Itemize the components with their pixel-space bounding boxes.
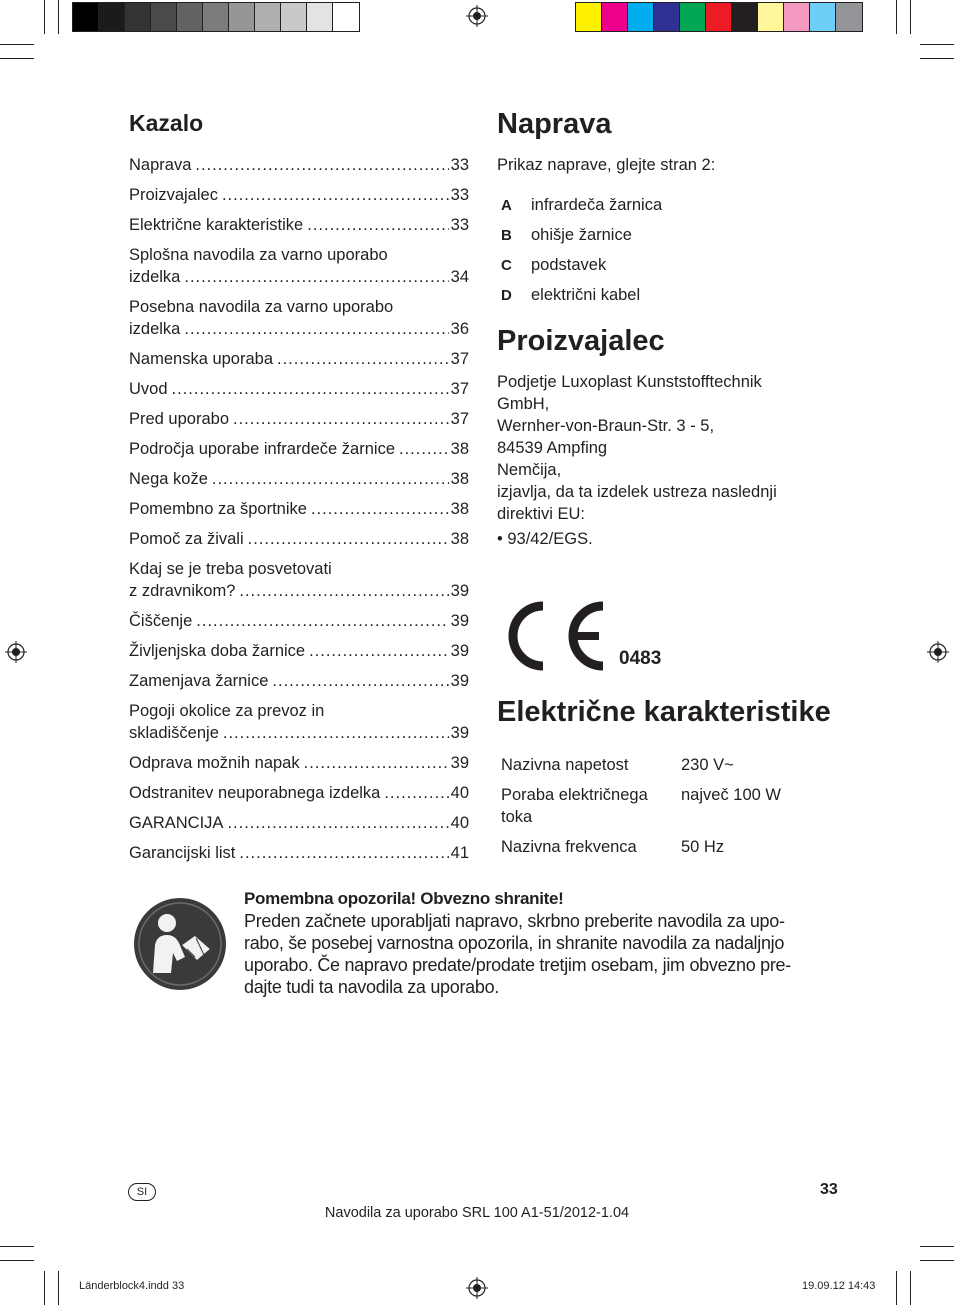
toc-item-title: z zdravnikom? [129, 582, 236, 600]
toc-item-page: 37 [450, 410, 469, 428]
toc-item-title: izdelka [129, 320, 181, 338]
toc-leader-dots [307, 214, 448, 236]
toc-leader-dots [184, 318, 448, 340]
toc-item-page: 39 [450, 612, 469, 630]
process-color-bar [575, 2, 863, 32]
color-swatch [602, 3, 628, 31]
toc-line [129, 266, 469, 288]
toc-item-title: Pomoč za živali [129, 530, 244, 548]
spec-value: 50 Hz [681, 838, 725, 856]
toc-leader-dots [399, 438, 449, 460]
toc-item-page: 39 [450, 642, 469, 660]
spec-value: največ 100 W [681, 786, 781, 804]
color-swatch [177, 3, 203, 31]
toc-line [129, 318, 469, 340]
toc-item-page: 39 [450, 672, 469, 690]
proizvajalec-heading: Proizvajalec [497, 325, 665, 357]
color-swatch [784, 3, 810, 31]
language-badge: SI [128, 1183, 156, 1201]
warning-text-line: dajte tudi ta navodila za uporabo. [244, 977, 499, 997]
toc-item [129, 154, 469, 176]
toc-item [129, 438, 469, 460]
toc-leader-dots [277, 348, 449, 370]
naprava-intro: Prikaz naprave, glejte stran 2: [497, 156, 716, 174]
toc-line [129, 184, 469, 206]
toc-item-page: 39 [450, 754, 469, 772]
warning-text-line: uporabo. Če napravo predate/prodate tretjim osebam, jim obvezno pre- [244, 955, 791, 975]
toc-item-title: Pred uporabo [129, 410, 229, 428]
toc-line [129, 580, 469, 602]
toc-leader-dots [196, 610, 448, 632]
warning-heading: Pomembna opozorila! Obvezno shranite! [244, 889, 564, 908]
color-swatch [151, 3, 177, 31]
toc-line [129, 348, 469, 370]
grayscale-color-bar [72, 2, 360, 32]
warning-text-line: Preden začnete uporabljati napravo, skrbno preberite navodila za upo- [244, 911, 785, 931]
toc-item [129, 700, 469, 744]
color-swatch [255, 3, 281, 31]
toc-leader-dots [311, 498, 449, 520]
color-swatch [706, 3, 732, 31]
color-swatch [654, 3, 680, 31]
toc-line [129, 378, 469, 400]
color-swatch [99, 3, 125, 31]
toc-leader-dots [172, 378, 449, 400]
toc-item-page: 38 [450, 440, 469, 458]
toc-item-title: Namenska uporaba [129, 350, 274, 368]
slug-date: 19.09.12 14:43 [802, 1280, 876, 1292]
color-swatch [229, 3, 255, 31]
toc-leader-dots [195, 154, 448, 176]
toc-item [129, 842, 469, 864]
toc-line [129, 700, 469, 722]
toc-item [129, 558, 469, 602]
legend-row [497, 250, 662, 280]
legend-label: infrardeča žarnica [531, 195, 663, 214]
notified-body-number: 0483 [619, 648, 662, 669]
spec-row [501, 784, 781, 828]
toc-item-title: Uvod [129, 380, 168, 398]
toc-leader-dots [233, 408, 449, 430]
color-swatch [333, 3, 359, 31]
toc-item [129, 498, 469, 520]
legend-label: ohišje žarnice [531, 225, 632, 244]
toc-item-title: Nega kože [129, 470, 208, 488]
spec-label: Poraba električnega toka [501, 786, 648, 826]
toc-item-title: Področja uporabe infrardeče žarnice [129, 440, 395, 458]
directive-item: • 93/42/EGS. [497, 530, 593, 548]
spec-label: Nazivna napetost [501, 756, 629, 774]
toc-item-page: 34 [450, 268, 469, 286]
color-swatch [73, 3, 99, 31]
toc-line [129, 558, 469, 580]
page-number: 33 [820, 1181, 838, 1198]
legend-row [497, 220, 662, 250]
address-line: direktivi EU: [497, 505, 586, 523]
toc-item-title: GARANCIJA [129, 814, 224, 832]
toc-item-page: 38 [450, 470, 469, 488]
toc-item-title: Električne karakteristike [129, 216, 304, 234]
legend-row [497, 190, 662, 220]
toc-item [129, 408, 469, 430]
toc-leader-dots [272, 670, 448, 692]
legend-row [497, 280, 662, 310]
toc-item-title: Kdaj se je treba posvetovati [129, 560, 332, 578]
toc-line [129, 640, 469, 662]
toc-line [129, 670, 469, 692]
toc-item [129, 528, 469, 550]
legend-key: A [501, 196, 512, 214]
address-line: Podjetje Luxoplast Kunststofftechnik [497, 373, 762, 391]
parts-legend [497, 190, 662, 310]
toc-item [129, 184, 469, 206]
color-swatch [203, 3, 229, 31]
address-line: Nemčija, [497, 461, 562, 479]
color-swatch [732, 3, 758, 31]
toc-item-page: 38 [450, 500, 469, 518]
toc-item [129, 610, 469, 632]
toc-item [129, 640, 469, 662]
color-swatch [281, 3, 307, 31]
toc-item-title: Odprava možnih napak [129, 754, 300, 772]
color-swatch [576, 3, 602, 31]
toc-line [129, 214, 469, 236]
table-of-contents [129, 154, 469, 872]
toc-item [129, 812, 469, 834]
toc-leader-dots [248, 528, 449, 550]
color-swatch [758, 3, 784, 31]
color-swatch [628, 3, 654, 31]
toc-line [129, 154, 469, 176]
warning-text-line: rabo, še posebej varnostna opozorila, in shranite navodila za nadaljnjo [244, 933, 785, 953]
toc-item [129, 378, 469, 400]
toc-item-page: 37 [450, 380, 469, 398]
registration-mark-icon [466, 1277, 488, 1299]
toc-leader-dots [304, 752, 449, 774]
toc-item-page: 41 [450, 844, 469, 862]
toc-line [129, 812, 469, 834]
toc-item-page: 39 [450, 582, 469, 600]
toc-leader-dots [239, 580, 448, 602]
legend-key: C [501, 256, 512, 274]
address-line: Wernher-von-Braun-Str. 3 - 5, [497, 417, 715, 435]
toc-leader-dots [223, 722, 449, 744]
spec-label: Nazivna frekvenca [501, 838, 637, 856]
toc-item-title: Življenjska doba žarnice [129, 642, 306, 660]
toc-item-page: 38 [450, 530, 469, 548]
legend-label: podstavek [531, 255, 607, 274]
legend-key: D [501, 286, 512, 304]
manufacturer-address [497, 371, 777, 525]
toc-item-title: Zamenjava žarnice [129, 672, 269, 690]
toc-item-title: Pomembno za športnike [129, 500, 307, 518]
toc-line [129, 468, 469, 490]
toc-item-page: 40 [450, 784, 469, 802]
toc-leader-dots [384, 782, 448, 804]
toc-item-title: Naprava [129, 156, 192, 174]
slug-file: Länderblock4.indd 33 [79, 1280, 185, 1292]
spec-value: 230 V~ [681, 756, 734, 774]
toc-leader-dots [309, 640, 449, 662]
toc-item [129, 348, 469, 370]
color-swatch [810, 3, 836, 31]
spec-row [501, 836, 781, 858]
toc-item-page: 33 [450, 156, 469, 174]
toc-leader-dots [227, 812, 448, 834]
elektricne-heading: Električne karakteristike [497, 696, 831, 728]
address-line: izjavlja, da ta izdelek ustreza naslednji [497, 483, 777, 501]
toc-item-title: Proizvajalec [129, 186, 218, 204]
toc-item-page: 40 [450, 814, 469, 832]
registration-mark-icon [5, 641, 27, 663]
toc-line [129, 722, 469, 744]
color-swatch [125, 3, 151, 31]
toc-item-page: 36 [450, 320, 469, 338]
toc-item [129, 752, 469, 774]
address-line: 84539 Ampfing [497, 439, 608, 457]
toc-line [129, 498, 469, 520]
toc-line [129, 610, 469, 632]
registration-mark-icon [466, 5, 488, 27]
toc-item-title: izdelka [129, 268, 181, 286]
toc-item-page: 33 [450, 186, 469, 204]
toc-item-page: 33 [450, 216, 469, 234]
naprava-heading: Naprava [497, 108, 612, 140]
toc-item-title: skladiščenje [129, 724, 219, 742]
toc-item [129, 214, 469, 236]
toc-item [129, 782, 469, 804]
toc-item [129, 670, 469, 692]
toc-leader-dots [212, 468, 449, 490]
toc-leader-dots [184, 266, 448, 288]
legend-label: električni kabel [531, 285, 641, 304]
toc-item-title: Odstranitev neuporabnega izdelka [129, 784, 381, 802]
registration-mark-icon [927, 641, 949, 663]
toc-item [129, 244, 469, 288]
color-swatch [836, 3, 862, 31]
toc-line [129, 528, 469, 550]
address-line: GmbH, [497, 395, 550, 413]
toc-line [129, 296, 469, 318]
toc-line [129, 782, 469, 804]
read-manual-icon [133, 897, 227, 991]
toc-line [129, 842, 469, 864]
toc-line [129, 244, 469, 266]
color-swatch [307, 3, 333, 31]
toc-leader-dots [239, 842, 448, 864]
legend-key: B [501, 226, 512, 244]
toc-item-page: 37 [450, 350, 469, 368]
toc-line [129, 752, 469, 774]
specifications-table [501, 754, 781, 866]
toc-title: Kazalo [129, 110, 204, 136]
ce-logo-icon [503, 596, 623, 676]
document-reference: Navodila za uporabo SRL 100 A1-51/2012-1.04 [324, 1205, 630, 1221]
toc-line [129, 438, 469, 460]
warning-notice [244, 888, 829, 998]
toc-item-title: Garancijski list [129, 844, 236, 862]
toc-item-title: Posebna navodila za varno uporabo [129, 298, 394, 316]
spec-row [501, 754, 781, 776]
toc-leader-dots [222, 184, 449, 206]
color-swatch [680, 3, 706, 31]
toc-item [129, 296, 469, 340]
ce-mark [503, 596, 673, 676]
toc-item-title: Splošna navodila za varno uporabo [129, 246, 388, 264]
toc-item-title: Pogoji okolice za prevoz in [129, 702, 325, 720]
toc-item-page: 39 [450, 724, 469, 742]
toc-item-title: Čiščenje [129, 612, 193, 630]
toc-item [129, 468, 469, 490]
toc-line [129, 408, 469, 430]
